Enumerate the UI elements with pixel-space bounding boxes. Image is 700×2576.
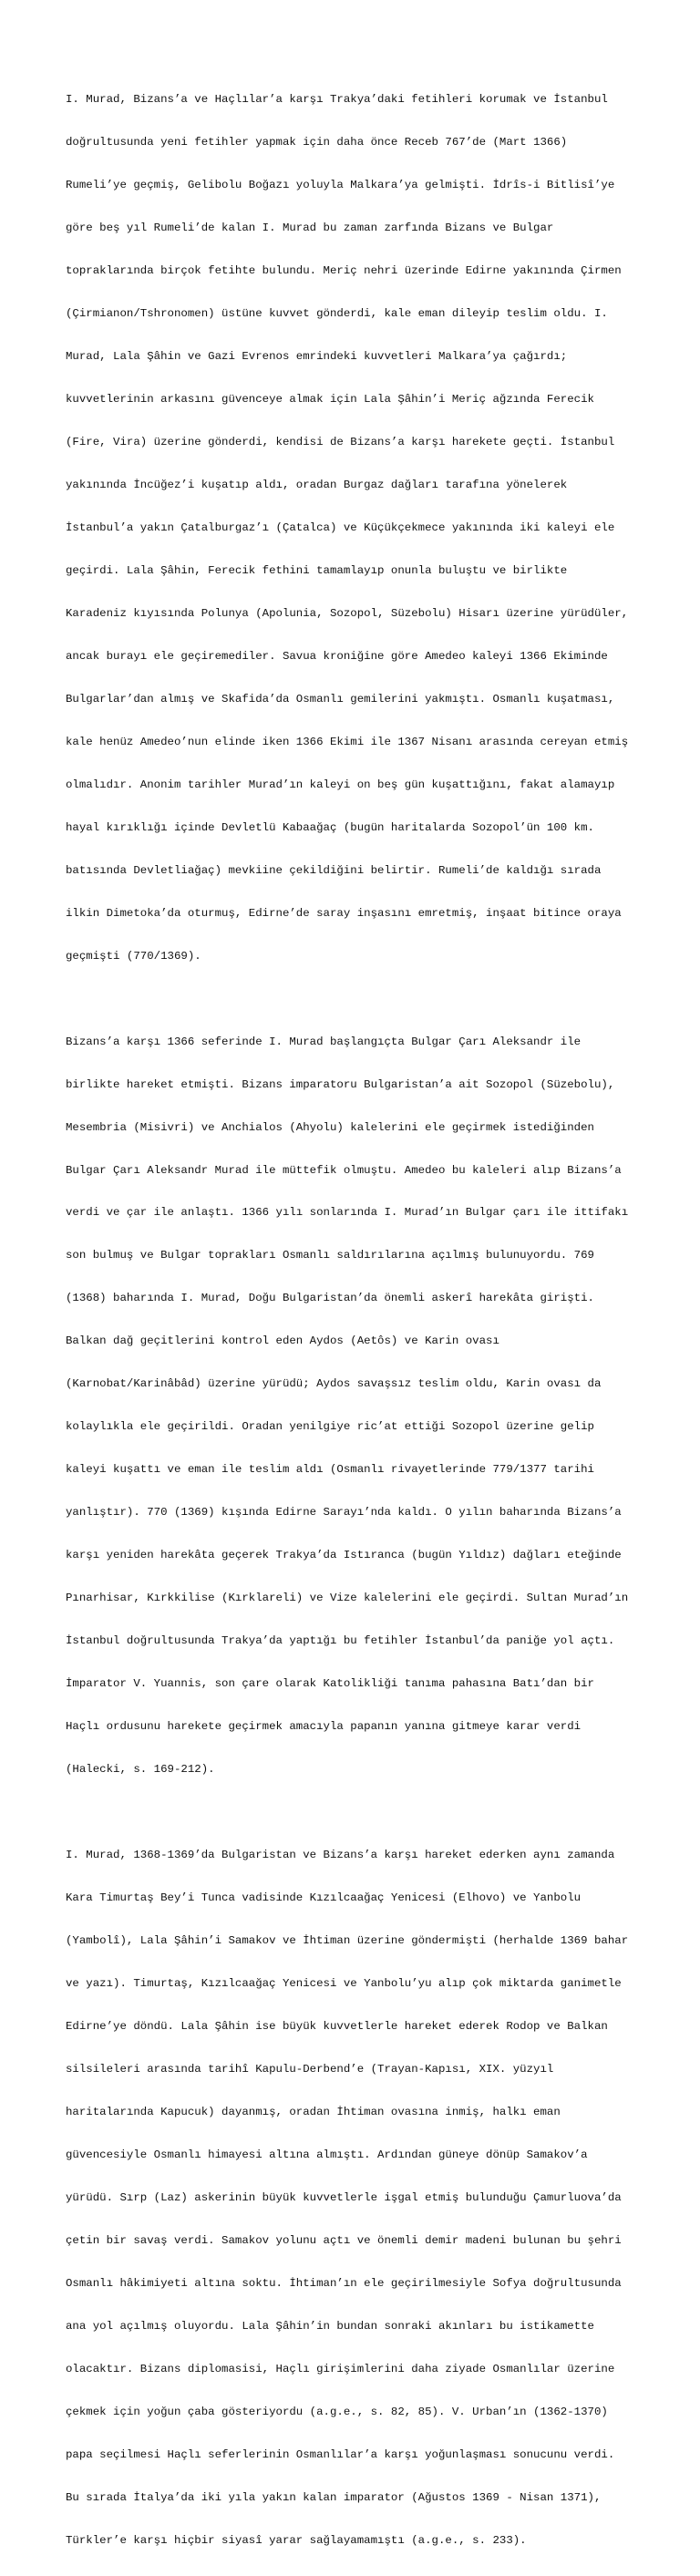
- text-line: Bizans’a karşı 1366 seferinde I. Murad başlangıçta Bulgar Çarı Aleksandr ile: [66, 1035, 582, 1048]
- text-line: olacaktır. Bizans diplomasisi, Haçlı girişimlerini daha ziyade Osmanlılar üzerine: [66, 2362, 615, 2375]
- text-line: verdi ve çar ile anlaştı. 1366 yılı sonlarında I. Murad’ın Bulgar çarı ile ittifakı: [66, 1206, 629, 1220]
- text-line: ancak burayı ele geçiremediler. Savua kroniğine göre Amedeo kaleyi 1366 Ekiminde: [66, 649, 608, 663]
- text-line: Türkler’e karşı hiçbir siyasî yarar sağlayamamıştı (a.g.e., s. 233).: [66, 2533, 527, 2547]
- text-line: geçirdi. Lala Şâhin, Ferecik fethini tamamlayıp onunla buluştu ve birlikte: [66, 563, 568, 577]
- text-line: çetin bir savaş verdi. Samakov yolunu açtı ve önemli demir madeni bulunan bu şehri: [66, 2233, 622, 2247]
- paragraph-2: [66, 1006, 649, 1806]
- text-line: papa seçilmesi Haçlı seferlerinin Osmanlılar’a karşı yoğunlaşması sonucunu verdi.: [66, 2447, 615, 2461]
- text-line: kaleyi kuşattı ve eman ile teslim aldı (Osmanlı rivayetlerinde 779/1377 tarihi: [66, 1463, 594, 1477]
- text-line: haritalarında Kapucuk) dayanmış, oradan İhtiman ovasına inmiş, halkı eman: [66, 2105, 561, 2118]
- text-line: silsileleri arasında tarihî Kapulu-Derbend’e (Trayan-Kapısı, XIX. yüzyıl: [66, 2062, 554, 2076]
- text-line: topraklarında birçok fetihte bulundu. Meriç nehri üzerinde Edirne yakınında Çirmen: [66, 264, 622, 278]
- text-line: İmparator V. Yuannis, son çare olarak Katolikliği tanıma pahasına Batı’dan bir: [66, 1677, 594, 1691]
- document-page: [66, 65, 649, 2576]
- text-line: Kara Timurtaş Bey’i Tunca vadisinde Kızılcaağaç Yenicesi (Elhovo) ve Yanbolu: [66, 1891, 582, 1904]
- text-line: ve yazı). Timurtaş, Kızılcaağaç Yenicesi ve Yanbolu’yu alıp çok miktarda ganimetle: [66, 1976, 622, 1990]
- text-line: Bulgar Çarı Aleksandr Murad ile müttefik olmuştu. Amedeo bu kaleleri alıp Bizans’a: [66, 1163, 622, 1177]
- text-line: hayal kırıklığı içinde Devletlü Kabaağaç (bugün haritalarda Sozopol’ün 100 km.: [66, 820, 594, 834]
- text-line: kale henüz Amedeo’nun elinde iken 1366 Ekimi ile 1367 Nisanı arasında cereyan etmiş: [66, 735, 629, 748]
- text-line: Mesembria (Misivri) ve Anchialos (Ahyolu) kalelerini ele geçirmek istediğinden: [66, 1120, 594, 1134]
- text-line: ana yol açılmış oluyordu. Lala Şâhin’in bundan sonraki akınları bu istikamette: [66, 2319, 594, 2333]
- text-line: yürüdü. Sırp (Laz) askerinin büyük kuvvetlerle işgal etmiş bulunduğu Çamurluova’da: [66, 2190, 622, 2204]
- text-line: doğrultusunda yeni fetihler yapmak için daha önce Receb 767’de (Mart 1366): [66, 136, 568, 149]
- text-line: göre beş yıl Rumeli’de kalan I. Murad bu zaman zarfında Bizans ve Bulgar: [66, 222, 554, 235]
- text-line: batısında Devletliağaç) mevkiine çekildiğini belirtir. Rumeli’de kaldığı sırada: [66, 863, 602, 877]
- text-line: karşı yeniden harekâta geçerek Trakya’da Istıranca (bugün Yıldız) dağları eteğinde: [66, 1549, 622, 1562]
- text-line: geçmişti (770/1369).: [66, 949, 201, 963]
- text-line: (Çirmianon/Tshronomen) üstüne kuvvet gönderdi, kale eman dileyip teslim oldu. I.: [66, 307, 608, 321]
- text-line: olmalıdır. Anonim tarihler Murad’ın kaleyi on beş gün kuşattığını, fakat alamayıp: [66, 778, 615, 791]
- text-line: (Yambolî), Lala Şâhin’i Samakov ve İhtiman üzerine göndermişti (herhalde 1369 bahar: [66, 1933, 629, 1947]
- text-line: çekmek için yoğun çaba gösteriyordu (a.g.e., s. 82, 85). V. Urban’ın (1362-1370): [66, 2405, 608, 2418]
- text-line: Osmanlı hâkimiyeti altına soktu. İhtiman’ın ele geçirilmesiyle Sofya doğrultusunda: [66, 2276, 622, 2290]
- text-line: ilkin Dimetoka’da oturmuş, Edirne’de saray inşasını emretmiş, inşaat bitince oraya: [66, 906, 622, 920]
- text-line: I. Murad, Bizans’a ve Haçlılar’a karşı Trakya’daki fetihleri korumak ve İstanbul: [66, 93, 608, 107]
- text-line: (Halecki, s. 169-212).: [66, 1763, 215, 1777]
- text-line: Murad, Lala Şâhin ve Gazi Evrenos emrindeki kuvvetleri Malkara’ya çağırdı;: [66, 350, 568, 364]
- text-line: İstanbul doğrultusunda Trakya’da yaptığı bu fetihler İstanbul’da paniğe yol açtı.: [66, 1634, 615, 1648]
- text-line: güvencesiyle Osmanlı himayesi altına almıştı. Ardından güneye dönüp Samakov’a: [66, 2148, 588, 2161]
- text-line: Bu sırada İtalya’da iki yıla yakın kalan imparator (Ağustos 1369 - Nisan 1371),: [66, 2490, 602, 2504]
- paragraph-3: [66, 1820, 649, 2576]
- text-line: kolaylıkla ele geçirildi. Oradan yenilgiye ric’at ettiği Sozopol üzerine gelip: [66, 1420, 594, 1434]
- text-line: Haçlı ordusunu harekete geçirmek amacıyla papanın yanına gitmeye karar verdi: [66, 1720, 582, 1734]
- text-line: yakınında İncüğez’i kuşatıp aldı, oradan Burgaz dağları tarafına yönelerek: [66, 479, 568, 492]
- text-line: (1368) baharında I. Murad, Doğu Bulgaristan’da önemli askerî harekâta girişti.: [66, 1292, 594, 1305]
- text-line: Karadeniz kıyısında Polunya (Apolunia, Sozopol, Süzebolu) Hisarı üzerine yürüdüler,: [66, 606, 629, 620]
- paragraph-1: [66, 65, 649, 993]
- text-line: yanlıştır). 770 (1369) kışında Edirne Sarayı’nda kaldı. O yılın baharında Bizans’a: [66, 1506, 622, 1520]
- text-line: kuvvetlerinin arkasını güvenceye almak için Lala Şâhin’i Meriç ağzında Ferecik: [66, 393, 594, 407]
- text-line: Pınarhisar, Kırkkilise (Kırklareli) ve Vize kalelerini ele geçirdi. Sultan Murad’ın: [66, 1592, 629, 1605]
- text-line: (Karnobat/Karinâbâd) üzerine yürüdü; Aydos savaşsız teslim oldu, Karin ovası da: [66, 1377, 602, 1391]
- text-line: Edirne’ye döndü. Lala Şâhin ise büyük kuvvetlerle hareket ederek Rodop ve Balkan: [66, 2019, 608, 2033]
- text-line: birlikte hareket etmişti. Bizans imparatoru Bulgaristan’a ait Sozopol (Süzebolu),: [66, 1077, 615, 1091]
- text-line: son bulmuş ve Bulgar toprakları Osmanlı saldırılarına açılmış bulunuyordu. 769: [66, 1249, 594, 1262]
- text-line: İstanbul’a yakın Çatalburgaz’ı (Çatalca) ve Küçükçekmece yakınında iki kaleyi ele: [66, 521, 615, 534]
- text-line: Balkan dağ geçitlerini kontrol eden Aydos (Aetôs) ve Karin ovası: [66, 1334, 499, 1348]
- text-line: (Fire, Vira) üzerine gönderdi, kendisi de Bizans’a karşı harekete geçti. İstanbul: [66, 436, 615, 449]
- text-line: Bulgarlar’dan almış ve Skafida’da Osmanlı gemilerini yakmıştı. Osmanlı kuşatması,: [66, 692, 615, 706]
- text-line: Rumeli’ye geçmiş, Gelibolu Boğazı yoluyla Malkara’ya gelmişti. İdrîs-i Bitlisî’ye: [66, 179, 615, 192]
- text-line: I. Murad, 1368-1369’da Bulgaristan ve Bizans’a karşı hareket ederken aynı zamanda: [66, 1849, 615, 1861]
